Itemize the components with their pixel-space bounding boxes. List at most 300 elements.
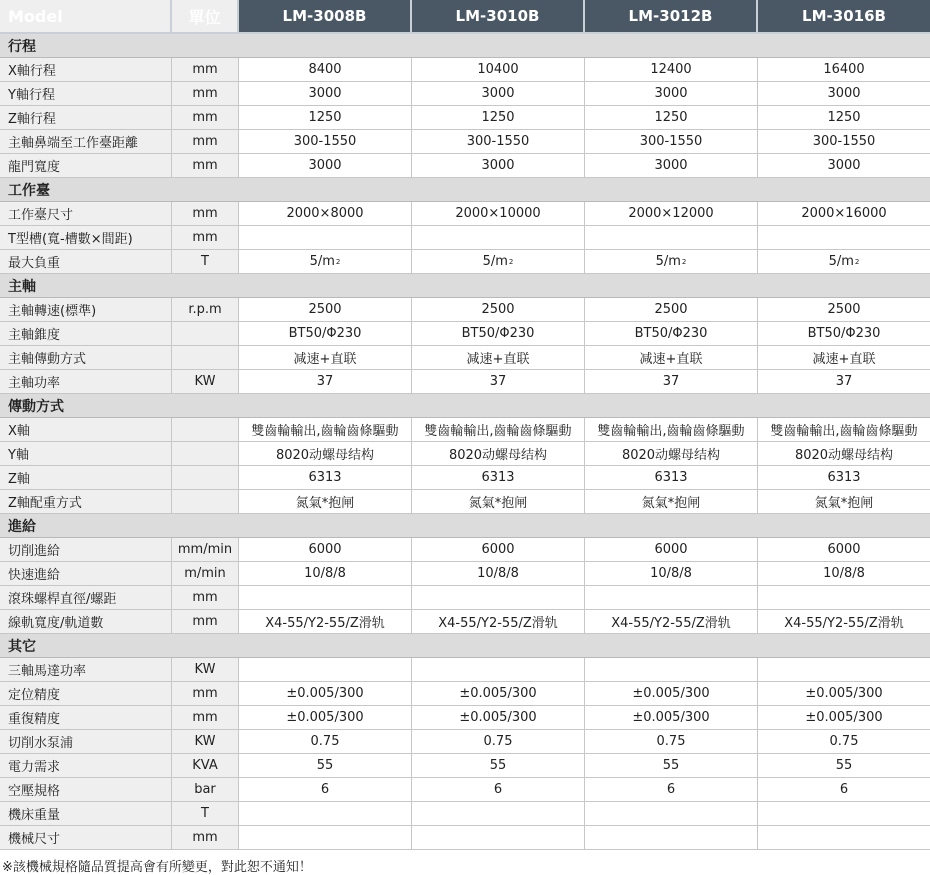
value-cell [239, 322, 412, 345]
row-unit: r.p.m [172, 298, 239, 321]
value-cell [758, 250, 930, 273]
value-cell [758, 466, 930, 489]
value-text: 6 [320, 782, 330, 797]
value-text: X4-55/Y2-55/Z滑轨 [438, 616, 558, 631]
value-cell [412, 826, 585, 849]
value-text: X4-55/Y2-55/Z滑轨 [611, 616, 731, 631]
value-cell [239, 586, 412, 609]
value-cell [585, 442, 758, 465]
value-superscript: 2 [335, 257, 341, 266]
value-text: 55 [489, 758, 507, 773]
value-cell [585, 58, 758, 81]
row-unit: mm [172, 682, 239, 705]
row-unit: mm [172, 586, 239, 609]
value-cell [585, 322, 758, 345]
value-cell [758, 706, 930, 729]
value-cell [412, 730, 585, 753]
value-text: 6313 [654, 470, 688, 485]
value-text: 3000 [654, 158, 688, 173]
value-text: 6 [839, 782, 849, 797]
value-cell [585, 706, 758, 729]
value-cell [758, 322, 930, 345]
row-unit: mm [172, 154, 239, 177]
value-cell [412, 58, 585, 81]
value-cell [585, 418, 758, 441]
value-cell [239, 538, 412, 561]
value-text: BT50/Φ230 [288, 326, 362, 341]
value-text: 6 [666, 782, 676, 797]
value-text: 37 [835, 374, 853, 389]
value-cell [585, 610, 758, 633]
row-label: 主軸功率 [0, 370, 172, 393]
value-text: 雙齒輪輸出,齒輪齒條驅動 [251, 424, 399, 439]
value-cell [585, 826, 758, 849]
value-text: 12400 [650, 62, 692, 77]
value-cell [758, 826, 930, 849]
row-label: 切削進給 [0, 538, 172, 561]
value-text: 10400 [477, 62, 519, 77]
model-column-header: LM-3008B [239, 0, 412, 32]
value-text: 6313 [481, 470, 515, 485]
value-text: X4-55/Y2-55/Z滑轨 [784, 616, 904, 631]
value-text: 37 [489, 374, 507, 389]
value-cell [585, 202, 758, 225]
row-label: 主軸轉速(標準) [0, 298, 172, 321]
row-unit: mm [172, 706, 239, 729]
value-text: 2000×8000 [286, 206, 364, 221]
section-header: 其它 [0, 634, 930, 658]
row-unit: KW [172, 370, 239, 393]
value-text: 氮氣*抱闸 [468, 496, 528, 511]
row-unit: mm [172, 202, 239, 225]
value-text: 55 [662, 758, 680, 773]
value-cell [585, 730, 758, 753]
value-text: ±0.005/300 [459, 710, 537, 725]
table-row [0, 298, 930, 322]
table-row [0, 106, 930, 130]
value-text: 1250 [308, 110, 342, 125]
row-label: 電力需求 [0, 754, 172, 777]
table-row [0, 658, 930, 682]
value-text: ±0.005/300 [286, 710, 364, 725]
row-unit: mm/min [172, 538, 239, 561]
value-text: 10/8/8 [650, 566, 692, 581]
value-cell [758, 610, 930, 633]
table-row [0, 538, 930, 562]
row-label: Y軸 [0, 442, 172, 465]
value-text: 8020动螺母结构 [448, 448, 548, 463]
value-text: 3000 [481, 86, 515, 101]
value-cell [412, 346, 585, 369]
row-unit: KW [172, 658, 239, 681]
table-row [0, 130, 930, 154]
value-cell [239, 154, 412, 177]
value-cell [758, 58, 930, 81]
value-cell [412, 202, 585, 225]
row-label: 最大負重 [0, 250, 172, 273]
value-cell [412, 466, 585, 489]
value-text: 5/m [482, 254, 508, 269]
value-cell [585, 226, 758, 249]
value-superscript: 2 [854, 257, 860, 266]
row-unit: mm [172, 826, 239, 849]
row-unit [172, 418, 239, 441]
value-text: 5/m [309, 254, 335, 269]
value-text: 2500 [827, 302, 861, 317]
section-header: 主軸 [0, 274, 930, 298]
value-text: 2000×16000 [801, 206, 887, 221]
value-text: ±0.005/300 [805, 710, 883, 725]
value-text: 3000 [308, 86, 342, 101]
value-cell [585, 346, 758, 369]
row-unit: T [172, 802, 239, 825]
row-label: Z軸 [0, 466, 172, 489]
value-cell [412, 538, 585, 561]
row-label: 主軸鼻端至工作臺距離 [0, 130, 172, 153]
row-label: 主軸傳動方式 [0, 346, 172, 369]
table-row [0, 346, 930, 370]
value-text: ±0.005/300 [805, 686, 883, 701]
value-cell [585, 538, 758, 561]
value-cell [412, 154, 585, 177]
value-text: 8020动螺母结构 [275, 448, 375, 463]
value-cell [585, 466, 758, 489]
value-text: 雙齒輪輸出,齒輪齒條驅動 [597, 424, 745, 439]
table-row [0, 202, 930, 226]
value-cell [758, 658, 930, 681]
value-text: 8020动螺母结构 [794, 448, 894, 463]
value-text: 300-1550 [639, 134, 703, 149]
value-text: 减速+直联 [293, 352, 357, 367]
row-label: 線軌寬度/軌道數 [0, 610, 172, 633]
table-row [0, 586, 930, 610]
value-cell [585, 106, 758, 129]
value-cell [758, 106, 930, 129]
value-cell [239, 490, 412, 513]
value-superscript: 2 [508, 257, 514, 266]
model-header: Model [0, 0, 172, 32]
value-text: 16400 [823, 62, 865, 77]
value-cell [585, 82, 758, 105]
table-row [0, 610, 930, 634]
value-cell [239, 418, 412, 441]
table-row [0, 58, 930, 82]
model-column-header: LM-3016B [802, 7, 886, 25]
value-cell [239, 226, 412, 249]
value-superscript: 2 [681, 257, 687, 266]
value-cell [758, 418, 930, 441]
row-label: 重復精度 [0, 706, 172, 729]
row-unit [172, 466, 239, 489]
value-text: 雙齒輪輸出,齒輪齒條驅動 [424, 424, 572, 439]
value-cell [758, 226, 930, 249]
value-text: 10/8/8 [823, 566, 865, 581]
row-label: 三軸馬達功率 [0, 658, 172, 681]
value-cell [239, 346, 412, 369]
value-cell [412, 418, 585, 441]
row-label: 龍門寬度 [0, 154, 172, 177]
value-text: 10/8/8 [477, 566, 519, 581]
value-text: 2500 [654, 302, 688, 317]
value-cell [585, 130, 758, 153]
row-label: 滾珠螺桿直徑/螺距 [0, 586, 172, 609]
table-row [0, 682, 930, 706]
value-text: ±0.005/300 [286, 686, 364, 701]
value-cell [412, 802, 585, 825]
value-cell [239, 298, 412, 321]
value-cell [758, 562, 930, 585]
value-text: 3000 [827, 86, 861, 101]
value-text: 6000 [827, 542, 861, 557]
table-header [0, 0, 930, 34]
value-text: 减速+直联 [466, 352, 530, 367]
value-cell [412, 82, 585, 105]
row-label: 快速進給 [0, 562, 172, 585]
value-cell [239, 58, 412, 81]
value-cell [412, 490, 585, 513]
value-cell [758, 202, 930, 225]
value-text: 6000 [308, 542, 342, 557]
value-text: 减速+直联 [639, 352, 703, 367]
value-text: 0.75 [829, 734, 859, 749]
value-cell [239, 658, 412, 681]
value-cell [412, 778, 585, 801]
section-header: 進給 [0, 514, 930, 538]
value-text: 0.75 [310, 734, 340, 749]
value-text: 6000 [654, 542, 688, 557]
value-cell [412, 250, 585, 273]
row-unit [172, 442, 239, 465]
value-text: 3000 [481, 158, 515, 173]
row-unit [172, 346, 239, 369]
row-unit: KVA [172, 754, 239, 777]
value-cell [239, 250, 412, 273]
value-text: X4-55/Y2-55/Z滑轨 [265, 616, 385, 631]
value-text: 0.75 [656, 734, 686, 749]
table-row [0, 826, 930, 850]
row-label: 機床重量 [0, 802, 172, 825]
value-cell [239, 754, 412, 777]
row-unit: mm [172, 106, 239, 129]
value-text: 1250 [827, 110, 861, 125]
value-text: 6313 [827, 470, 861, 485]
value-cell [412, 682, 585, 705]
row-unit [172, 490, 239, 513]
row-label: 定位精度 [0, 682, 172, 705]
value-cell [585, 250, 758, 273]
table-row [0, 466, 930, 490]
value-cell [585, 682, 758, 705]
value-text: BT50/Φ230 [461, 326, 535, 341]
value-text: ±0.005/300 [459, 686, 537, 701]
value-text: 2000×12000 [628, 206, 714, 221]
value-text: 300-1550 [293, 134, 357, 149]
row-unit: mm [172, 130, 239, 153]
value-cell [239, 82, 412, 105]
value-text: 6 [493, 782, 503, 797]
value-cell [239, 442, 412, 465]
value-cell [585, 586, 758, 609]
section-header: 工作臺 [0, 178, 930, 202]
value-cell [412, 130, 585, 153]
row-label: Y軸行程 [0, 82, 172, 105]
value-cell [239, 826, 412, 849]
value-text: 55 [316, 758, 334, 773]
table-row [0, 442, 930, 466]
value-text: 0.75 [483, 734, 513, 749]
value-cell [758, 538, 930, 561]
row-label: 工作臺尺寸 [0, 202, 172, 225]
value-cell [239, 778, 412, 801]
value-text: 8400 [308, 62, 342, 77]
row-unit: mm [172, 58, 239, 81]
table-row [0, 154, 930, 178]
value-text: 氮氣*抱闸 [814, 496, 874, 511]
value-text: BT50/Φ230 [807, 326, 881, 341]
value-cell [239, 730, 412, 753]
row-label: X軸行程 [0, 58, 172, 81]
value-cell [758, 442, 930, 465]
section-header: 行程 [0, 34, 930, 58]
value-text: 37 [662, 374, 680, 389]
table-row [0, 82, 930, 106]
value-cell [412, 298, 585, 321]
value-cell [758, 370, 930, 393]
value-text: 55 [835, 758, 853, 773]
value-cell [758, 490, 930, 513]
value-cell [239, 130, 412, 153]
value-cell [239, 106, 412, 129]
value-text: 氮氣*抱闸 [295, 496, 355, 511]
table-row [0, 226, 930, 250]
row-label: 主軸錐度 [0, 322, 172, 345]
value-cell [585, 154, 758, 177]
value-cell [412, 586, 585, 609]
value-text: 雙齒輪輸出,齒輪齒條驅動 [770, 424, 918, 439]
value-text: 3000 [308, 158, 342, 173]
value-cell [239, 370, 412, 393]
value-cell [239, 706, 412, 729]
value-cell [758, 346, 930, 369]
value-cell [585, 298, 758, 321]
row-unit: bar [172, 778, 239, 801]
table-body [0, 34, 930, 850]
value-text: ±0.005/300 [632, 686, 710, 701]
value-cell [758, 298, 930, 321]
section-header: 傳動方式 [0, 394, 930, 418]
value-text: 5/m [655, 254, 681, 269]
value-cell [758, 778, 930, 801]
value-text: 2500 [308, 302, 342, 317]
value-cell [585, 802, 758, 825]
value-cell [412, 226, 585, 249]
value-cell [239, 202, 412, 225]
value-cell [239, 610, 412, 633]
table-row [0, 490, 930, 514]
value-cell [412, 658, 585, 681]
value-text: 2000×10000 [455, 206, 541, 221]
value-text: 300-1550 [812, 134, 876, 149]
unit-header: 單位 [172, 0, 239, 32]
value-cell [758, 754, 930, 777]
value-text: 1250 [481, 110, 515, 125]
value-text: 3000 [654, 86, 688, 101]
model-column-header: LM-3010B [412, 0, 585, 32]
value-text: 3000 [827, 158, 861, 173]
value-cell [239, 466, 412, 489]
value-text: 减速+直联 [812, 352, 876, 367]
value-cell [412, 754, 585, 777]
table-row [0, 778, 930, 802]
value-text: 1250 [654, 110, 688, 125]
value-cell [412, 706, 585, 729]
value-text: 2500 [481, 302, 515, 317]
value-cell [585, 658, 758, 681]
value-cell [758, 730, 930, 753]
row-label: 切削水泵浦 [0, 730, 172, 753]
value-cell [412, 610, 585, 633]
value-text: 8020动螺母结构 [621, 448, 721, 463]
row-unit: mm [172, 610, 239, 633]
value-cell [239, 682, 412, 705]
value-text: ±0.005/300 [632, 710, 710, 725]
value-cell [585, 754, 758, 777]
value-cell [758, 682, 930, 705]
table-row [0, 730, 930, 754]
value-cell [585, 562, 758, 585]
value-cell [758, 802, 930, 825]
value-cell [758, 154, 930, 177]
row-unit: m/min [172, 562, 239, 585]
row-unit [172, 322, 239, 345]
value-cell [412, 106, 585, 129]
table-row [0, 706, 930, 730]
row-label: 空壓規格 [0, 778, 172, 801]
row-label: Z軸配重方式 [0, 490, 172, 513]
row-unit: mm [172, 226, 239, 249]
value-cell [585, 370, 758, 393]
row-unit: mm [172, 82, 239, 105]
value-cell [585, 778, 758, 801]
value-cell [239, 802, 412, 825]
value-text: 5/m [828, 254, 854, 269]
value-cell [758, 82, 930, 105]
row-label: 機械尺寸 [0, 826, 172, 849]
value-cell [412, 442, 585, 465]
value-text: 37 [316, 374, 334, 389]
value-text: 氮氣*抱闸 [641, 496, 701, 511]
row-label: Z軸行程 [0, 106, 172, 129]
value-cell [758, 586, 930, 609]
model-column-header: LM-3012B [585, 0, 758, 32]
value-cell [585, 490, 758, 513]
table-row [0, 322, 930, 346]
row-unit: KW [172, 730, 239, 753]
value-cell [239, 562, 412, 585]
table-row [0, 754, 930, 778]
value-cell [412, 562, 585, 585]
table-row [0, 250, 930, 274]
value-cell [758, 130, 930, 153]
footnote: ※該機械規格隨品質提高會有所變更，對此恕不通知！ [2, 860, 312, 875]
table-row [0, 802, 930, 826]
value-cell [412, 322, 585, 345]
row-unit: T [172, 250, 239, 273]
table-row [0, 562, 930, 586]
value-text: 6313 [308, 470, 342, 485]
value-cell [412, 370, 585, 393]
row-label: X軸 [0, 418, 172, 441]
